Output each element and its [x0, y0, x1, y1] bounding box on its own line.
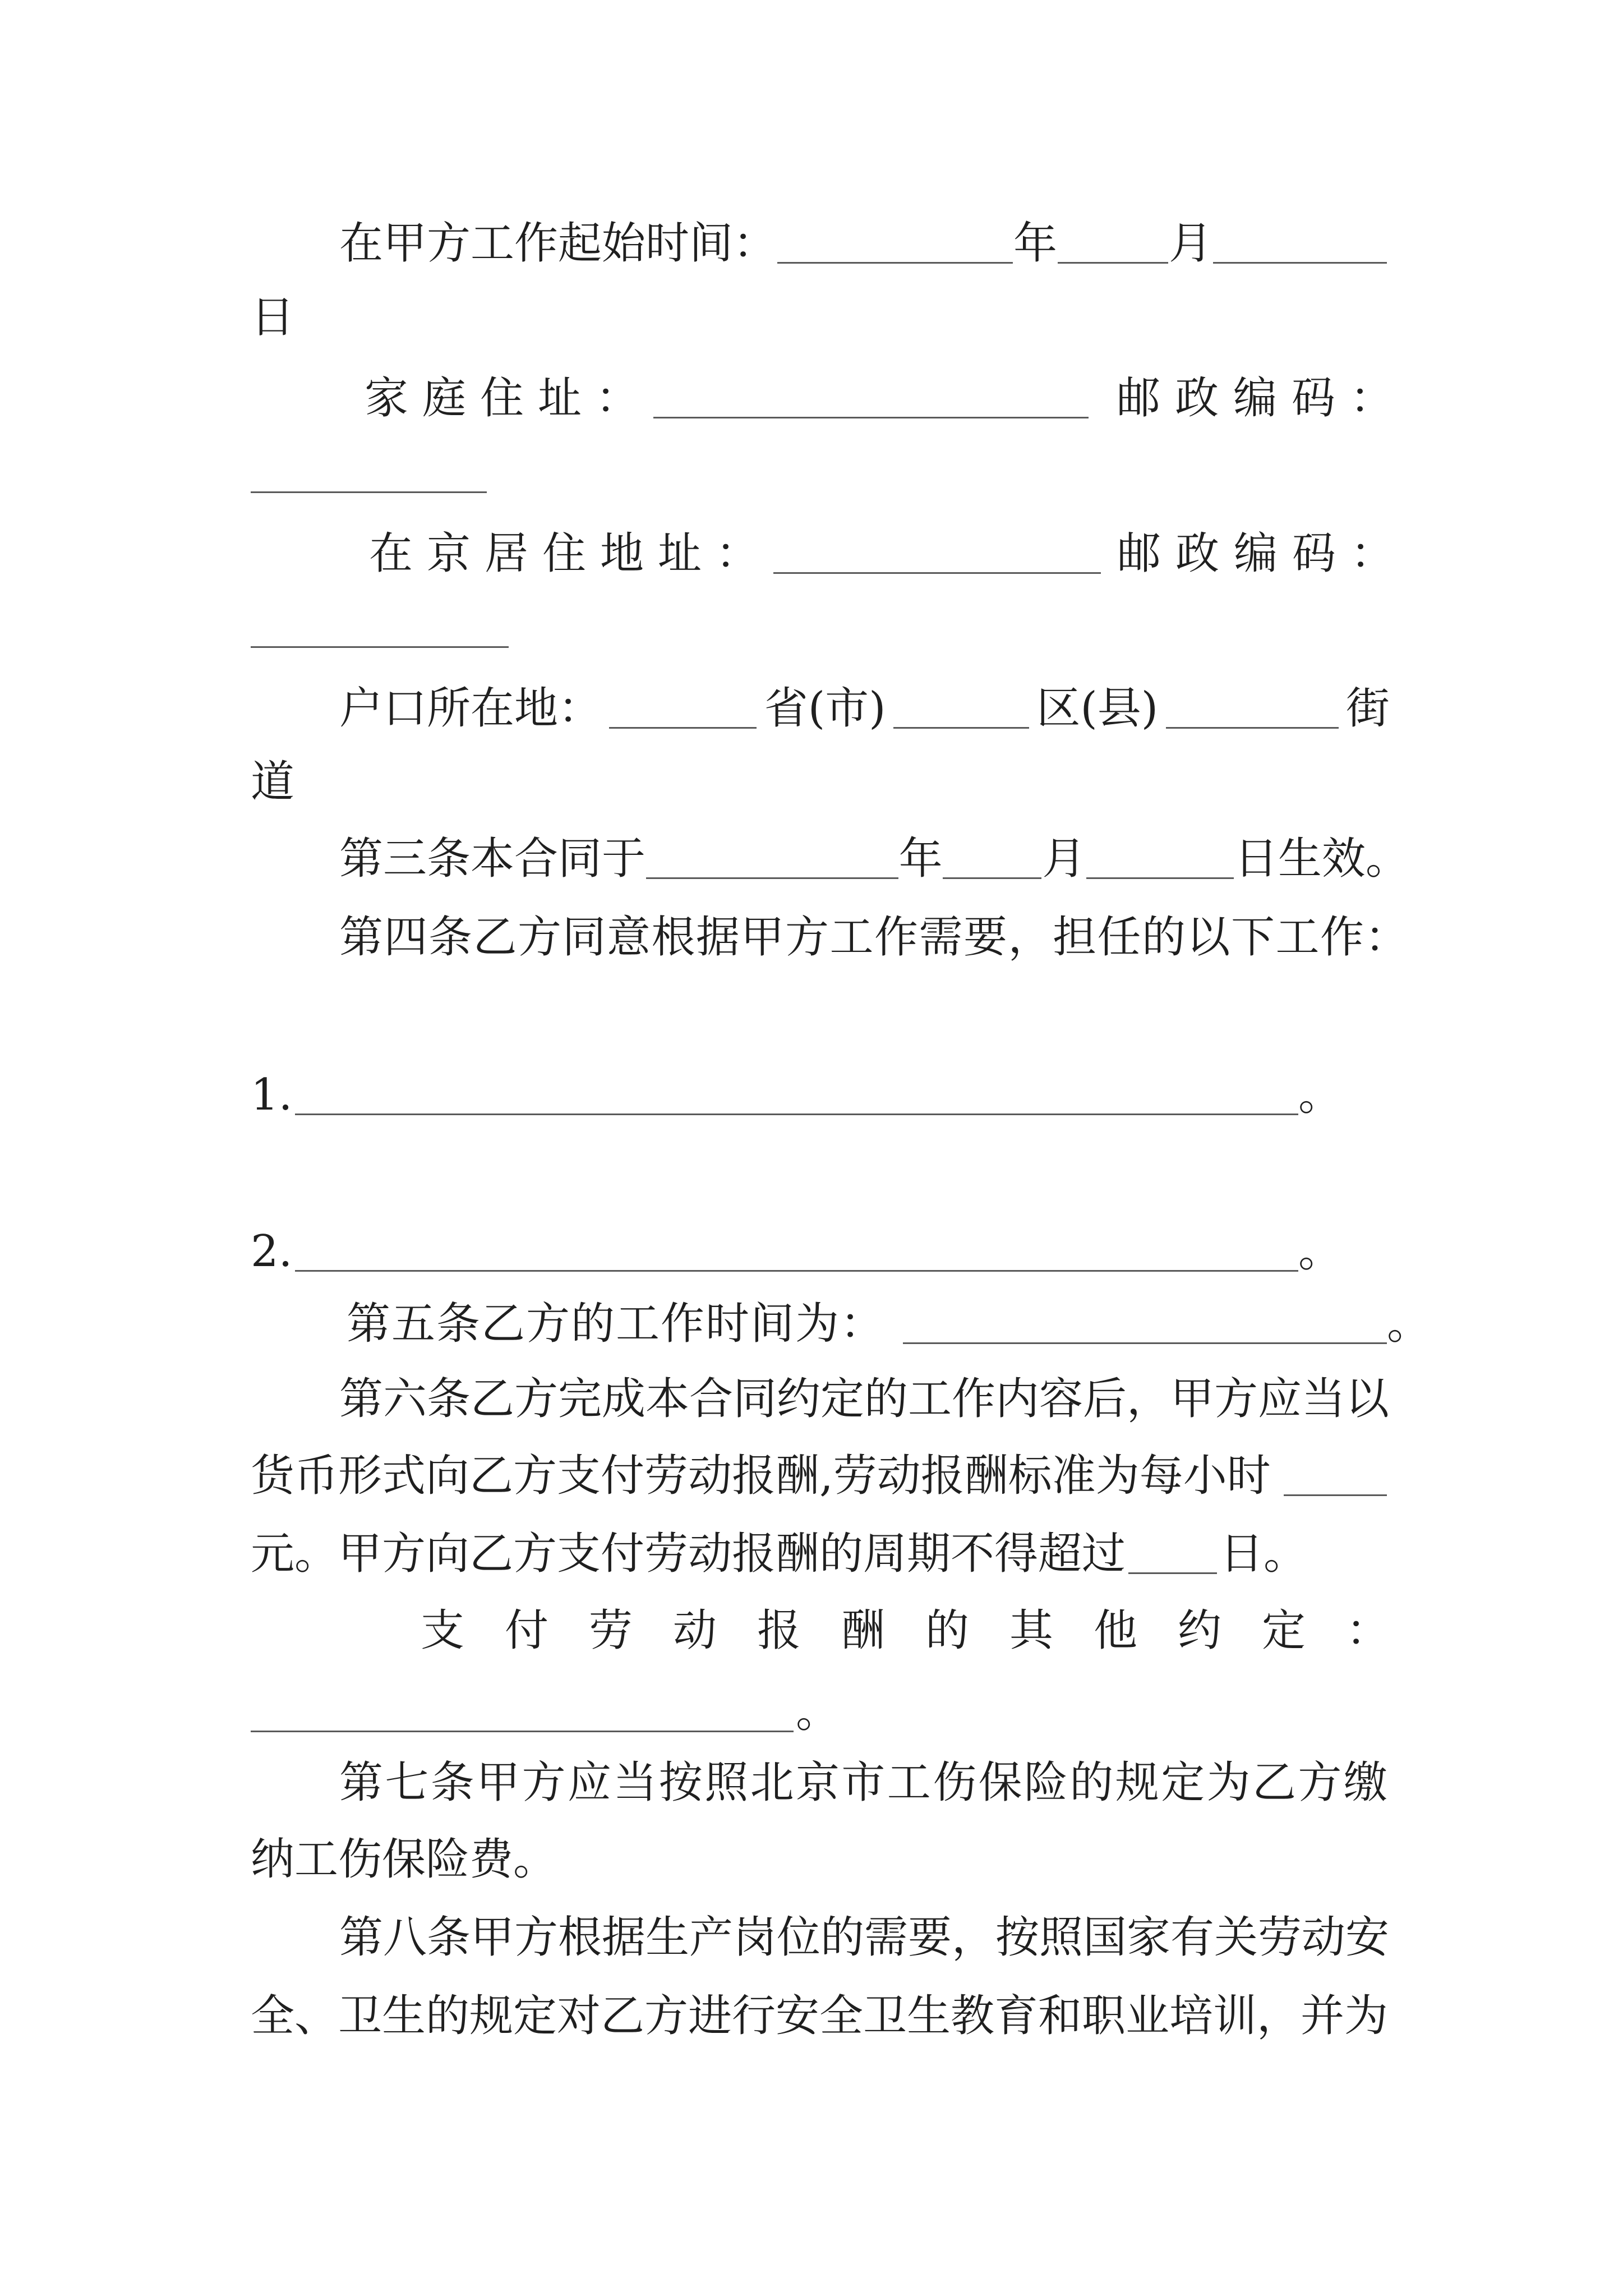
- article6-line1: 第六条乙方完成本合同约定的工作内容后，甲方应当以: [339, 1374, 1390, 1424]
- home-address-label: 家庭住址：: [365, 373, 654, 424]
- article8-line2: 全、卫生的规定对乙方进行安全卫生教育和职业培训，并为: [251, 1991, 1389, 2041]
- beijing-address-blank: [773, 550, 1101, 574]
- home-address-line: [365, 370, 1408, 426]
- street-label-part1: 街: [1345, 683, 1390, 734]
- beijing-address-label: 在京居住地址：: [369, 528, 774, 579]
- article6-line3: [251, 1526, 1307, 1582]
- article8-line1: 第八条甲方根据生产岗位的需要，按照国家有关劳动安: [339, 1912, 1390, 1963]
- other-pay-terms-end: 。: [796, 1687, 840, 1737]
- article6-line2-text: 货币形式向乙方支付劳动报酬,劳动报酬标准为每小时: [251, 1451, 1271, 1501]
- article3-suffix: 日生效。: [1234, 834, 1409, 884]
- other-pay-terms-blank: [251, 1708, 794, 1732]
- effective-year-label: 年: [898, 834, 943, 884]
- start-month-blank: [1058, 240, 1168, 264]
- pay-period-blank: [1128, 1550, 1217, 1574]
- effective-day-blank: [1086, 855, 1234, 879]
- hourly-rate-blank: [1284, 1472, 1387, 1496]
- province-blank: [609, 705, 757, 729]
- other-pay-terms-line: [251, 1684, 840, 1740]
- work-item-blank: [295, 1248, 1298, 1272]
- work-item-2: [251, 1223, 1342, 1280]
- beijing-address-line: [369, 526, 1409, 582]
- work-item-end: 。: [1298, 1226, 1343, 1277]
- start-month-label: 月: [1168, 218, 1212, 269]
- street-blank: [1166, 705, 1339, 729]
- article6-line2: [251, 1448, 1387, 1504]
- home-postcode-label: 邮政编码：: [1117, 373, 1409, 424]
- street-label-part2: 道: [251, 757, 295, 807]
- effective-month-label: 月: [1042, 834, 1086, 884]
- article3-line: [339, 831, 1409, 887]
- article3-prefix: 第三条本合同于: [339, 834, 646, 884]
- work-item-blank: [295, 1091, 1298, 1115]
- home-postcode-blank: [251, 469, 487, 493]
- start-year-label: 年: [1013, 218, 1057, 269]
- work-hours-blank: [903, 1320, 1387, 1344]
- work-item-end: 。: [1298, 1070, 1343, 1120]
- beijing-postcode-blank: [251, 624, 509, 648]
- beijing-postcode-label: 邮政编码：: [1117, 528, 1409, 579]
- home-address-blank: [653, 394, 1089, 418]
- article6-line3-suffix: 日。: [1220, 1529, 1308, 1579]
- article5-text: 第五条乙方的工作时间为：: [347, 1299, 886, 1349]
- hukou-line: [339, 680, 1390, 737]
- start-date-label: 在甲方工作起始时间：: [339, 218, 777, 269]
- other-pay-terms-label: 支付劳动报酬的其他约定：: [421, 1605, 1431, 1656]
- start-day-label: 日: [251, 292, 295, 343]
- work-item-number: 1.: [251, 1070, 293, 1120]
- article5-line: [347, 1296, 1431, 1352]
- province-label: 省(市): [764, 683, 886, 734]
- article6-line3-prefix: 元。甲方向乙方支付劳动报酬的周期不得超过: [251, 1529, 1126, 1579]
- effective-year-blank: [646, 855, 898, 879]
- district-blank: [893, 705, 1029, 729]
- start-day-blank: [1213, 240, 1387, 264]
- start-date-line: [339, 215, 1387, 272]
- effective-month-blank: [943, 855, 1041, 879]
- work-item-number: 2.: [251, 1226, 293, 1277]
- article7-line1: 第七条甲方应当按照北京市工伤保险的规定为乙方缴: [339, 1757, 1390, 1808]
- district-label: 区(县): [1036, 683, 1159, 734]
- article7-line2: 纳工伤保险费。: [251, 1834, 557, 1885]
- article4-text: 第四条乙方同意根据甲方工作需要，担任的以下工作：: [339, 912, 1410, 963]
- article5-end: 。: [1387, 1299, 1431, 1349]
- start-year-blank: [777, 240, 1013, 264]
- work-item-1: [251, 1067, 1342, 1123]
- hukou-label: 户口所在地：: [339, 683, 602, 734]
